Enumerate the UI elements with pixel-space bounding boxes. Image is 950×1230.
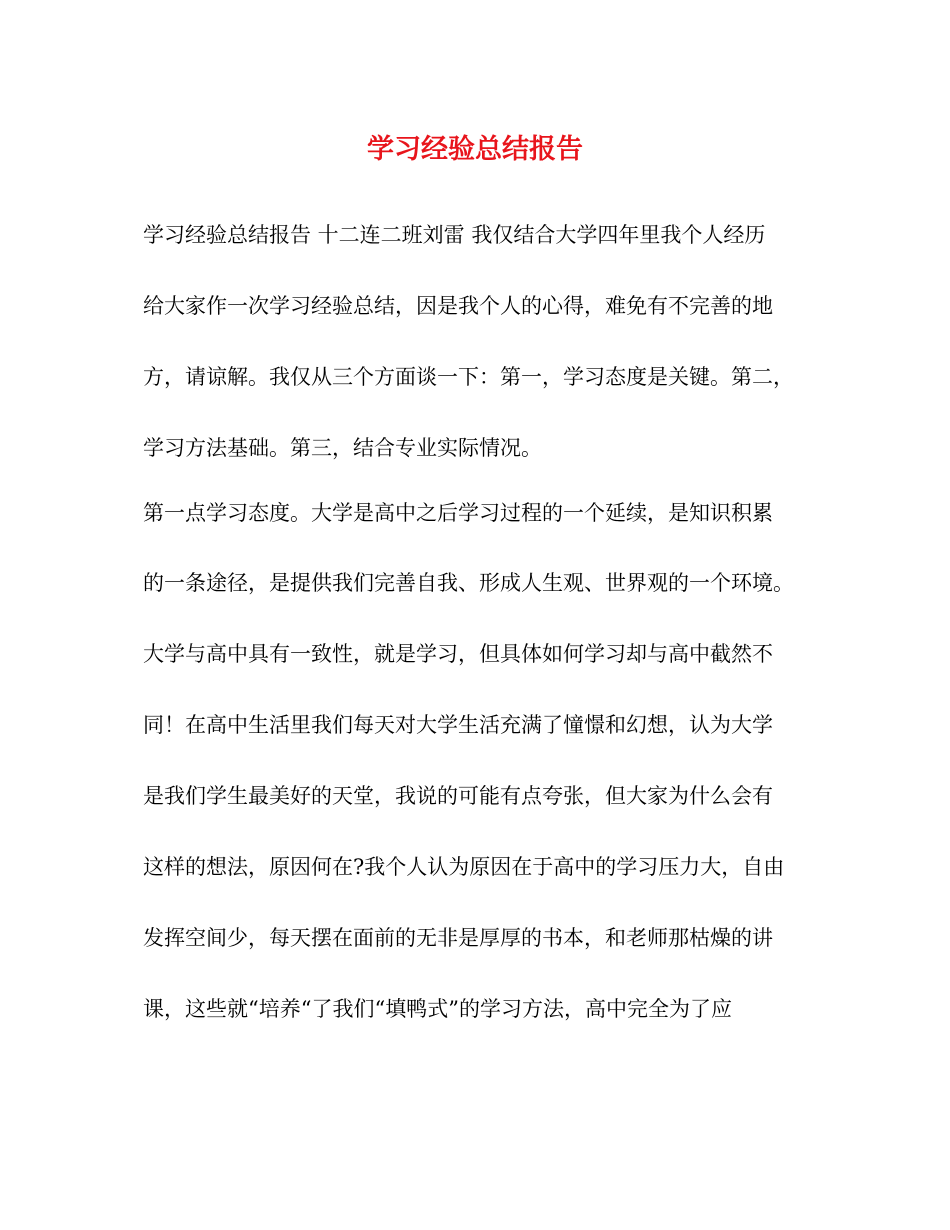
- text-line-5: 第一点学习态度。大学是高中之后学习过程的一个延续，是知识积累: [143, 501, 773, 525]
- text-line-2: 给大家作一次学习经验总结，因是我个人的心得，难免有不完善的地: [143, 294, 773, 318]
- text-line-10: 这样的想法，原因何在?我个人认为原因在于高中的学习压力大，自由: [143, 855, 785, 879]
- text-line-12: 课，这些就“培养“了我们“填鸭式”的学习方法，高中完全为了应: [143, 997, 732, 1021]
- document-title: 学习经验总结报告: [367, 134, 583, 165]
- text-line-11: 发挥空间少，每天摆在面前的无非是厚厚的书本，和老师那枯燥的讲: [143, 926, 773, 950]
- text-line-9: 是我们学生最美好的天堂，我说的可能有点夸张，但大家为什么会有: [143, 784, 773, 808]
- text-line-6: 的一条途径，是提供我们完善自我、形成人生观、世界观的一个环境。: [143, 571, 794, 595]
- text-line-8: 同！在高中生活里我们每天对大学生活充满了憧憬和幻想，认为大学: [143, 713, 773, 737]
- text-line-3: 方，请谅解。我仅从三个方面谈一下：第一，学习态度是关键。第二，: [143, 365, 794, 389]
- text-line-7: 大学与高中具有一致性，就是学习，但具体如何学习却与高中截然不: [143, 642, 773, 666]
- text-line-4: 学习方法基础。第三，结合专业实际情况。: [143, 436, 542, 460]
- text-line-1: 学习经验总结报告 十二连二班刘雷 我仅结合大学四年里我个人经历: [143, 223, 766, 247]
